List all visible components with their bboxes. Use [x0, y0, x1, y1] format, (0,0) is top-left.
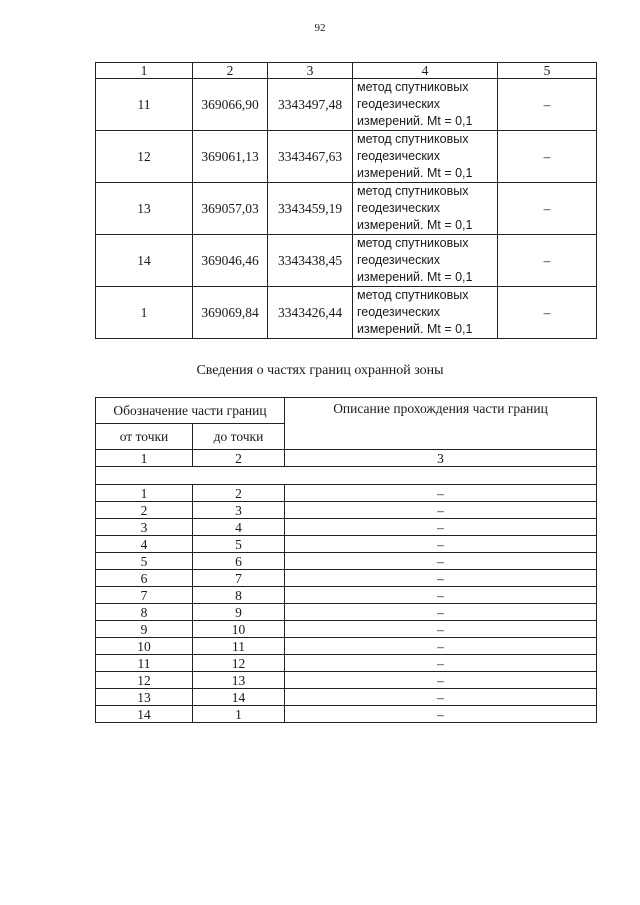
column-number: 1: [96, 450, 193, 467]
coord-y: 3343426,44: [268, 287, 353, 339]
coord-x: 369057,03: [193, 183, 268, 235]
table-row: [96, 485, 597, 502]
part-designation-header: Обозначение части границ: [96, 398, 285, 424]
to-point: 11: [193, 638, 285, 655]
from-point: 1: [96, 485, 193, 502]
method-line: метод спутниковых: [357, 184, 469, 198]
to-point: 14: [193, 689, 285, 706]
point-number: 14: [96, 235, 193, 287]
method-line: геодезических: [357, 97, 441, 111]
boundary-parts-table: [95, 397, 597, 723]
from-point: 9: [96, 621, 193, 638]
from-point: 6: [96, 570, 193, 587]
section-title: Сведения о частях границ охранной зоны: [196, 363, 444, 378]
coordinates-header-row: [96, 63, 597, 79]
table-row: [96, 519, 597, 536]
part-description: –: [285, 655, 597, 672]
method-line: геодезических: [357, 253, 441, 267]
method-line: измерений. Mt = 0,1: [357, 270, 473, 284]
from-point: 4: [96, 536, 193, 553]
group-header-row: [96, 398, 597, 424]
to-point: 5: [193, 536, 285, 553]
blank-row: [96, 467, 597, 485]
blank-cell: [96, 467, 597, 485]
part-description-header: Описание прохождения части границ: [285, 398, 597, 450]
method-line: измерений. Mt = 0,1: [357, 166, 473, 180]
table-row: [96, 587, 597, 604]
method-line: метод спутниковых: [357, 132, 469, 146]
coord-y: 3343497,48: [268, 79, 353, 131]
table-row: [96, 553, 597, 570]
from-point: 8: [96, 604, 193, 621]
point-description: –: [498, 183, 597, 235]
coord-x: 369061,13: [193, 131, 268, 183]
part-description: –: [285, 519, 597, 536]
header-cell: 2: [193, 63, 268, 79]
point-description: –: [498, 235, 597, 287]
coord-y: 3343459,19: [268, 183, 353, 235]
point-description: –: [498, 131, 597, 183]
column-number: 2: [193, 450, 285, 467]
table-row: [96, 604, 597, 621]
from-point: 13: [96, 689, 193, 706]
table-row: [96, 655, 597, 672]
header-cell: 5: [498, 63, 597, 79]
header-cell: 3: [268, 63, 353, 79]
method-cell: [353, 287, 498, 339]
part-description: –: [285, 536, 597, 553]
table-row: [96, 287, 597, 339]
method-line: метод спутниковых: [357, 80, 469, 94]
part-description: –: [285, 502, 597, 519]
table-row: [96, 706, 597, 723]
part-description: –: [285, 604, 597, 621]
from-point: 10: [96, 638, 193, 655]
part-description: –: [285, 570, 597, 587]
point-number: 11: [96, 79, 193, 131]
method-cell: [353, 235, 498, 287]
point-number: 1: [96, 287, 193, 339]
from-point: 12: [96, 672, 193, 689]
part-description: –: [285, 553, 597, 570]
table-row: [96, 502, 597, 519]
to-point: 1: [193, 706, 285, 723]
method-cell: [353, 183, 498, 235]
table-row: [96, 183, 597, 235]
coordinates-table: [95, 62, 597, 339]
method-line: измерений. Mt = 0,1: [357, 218, 473, 232]
table-row: [96, 79, 597, 131]
table-row: [96, 672, 597, 689]
coord-y: 3343438,45: [268, 235, 353, 287]
table-row: [96, 235, 597, 287]
point-description: –: [498, 287, 597, 339]
to-point: 2: [193, 485, 285, 502]
method-line: геодезических: [357, 305, 441, 319]
part-description: –: [285, 587, 597, 604]
part-description: –: [285, 706, 597, 723]
to-point: 6: [193, 553, 285, 570]
method-line: метод спутниковых: [357, 288, 469, 302]
column-number: 3: [285, 450, 597, 467]
part-description: –: [285, 621, 597, 638]
coord-y: 3343467,63: [268, 131, 353, 183]
coord-x: 369046,46: [193, 235, 268, 287]
table-row: [96, 536, 597, 553]
part-description: –: [285, 689, 597, 706]
table-row: [96, 638, 597, 655]
table-row: [96, 621, 597, 638]
to-point: 3: [193, 502, 285, 519]
method-line: геодезических: [357, 201, 441, 215]
from-point: 5: [96, 553, 193, 570]
part-description: –: [285, 638, 597, 655]
part-description: –: [285, 485, 597, 502]
from-point: 11: [96, 655, 193, 672]
point-description: –: [498, 79, 597, 131]
to-point: 8: [193, 587, 285, 604]
from-point-header: от точки: [96, 424, 193, 450]
method-line: геодезических: [357, 149, 441, 163]
to-point-header: до точки: [193, 424, 285, 450]
to-point: 9: [193, 604, 285, 621]
table-row: [96, 131, 597, 183]
column-number-row: [96, 450, 597, 467]
header-cell: 4: [353, 63, 498, 79]
from-point: 3: [96, 519, 193, 536]
to-point: 13: [193, 672, 285, 689]
coord-x: 369066,90: [193, 79, 268, 131]
point-number: 13: [96, 183, 193, 235]
to-point: 12: [193, 655, 285, 672]
method-line: измерений. Mt = 0,1: [357, 322, 473, 336]
to-point: 7: [193, 570, 285, 587]
method-line: измерений. Mt = 0,1: [357, 114, 473, 128]
from-point: 14: [96, 706, 193, 723]
point-number: 12: [96, 131, 193, 183]
page-number: 92: [314, 22, 326, 34]
table-row: [96, 570, 597, 587]
method-line: метод спутниковых: [357, 236, 469, 250]
from-point: 7: [96, 587, 193, 604]
method-cell: [353, 79, 498, 131]
to-point: 4: [193, 519, 285, 536]
header-cell: 1: [96, 63, 193, 79]
from-point: 2: [96, 502, 193, 519]
coord-x: 369069,84: [193, 287, 268, 339]
method-cell: [353, 131, 498, 183]
part-description: –: [285, 672, 597, 689]
to-point: 10: [193, 621, 285, 638]
table-row: [96, 689, 597, 706]
